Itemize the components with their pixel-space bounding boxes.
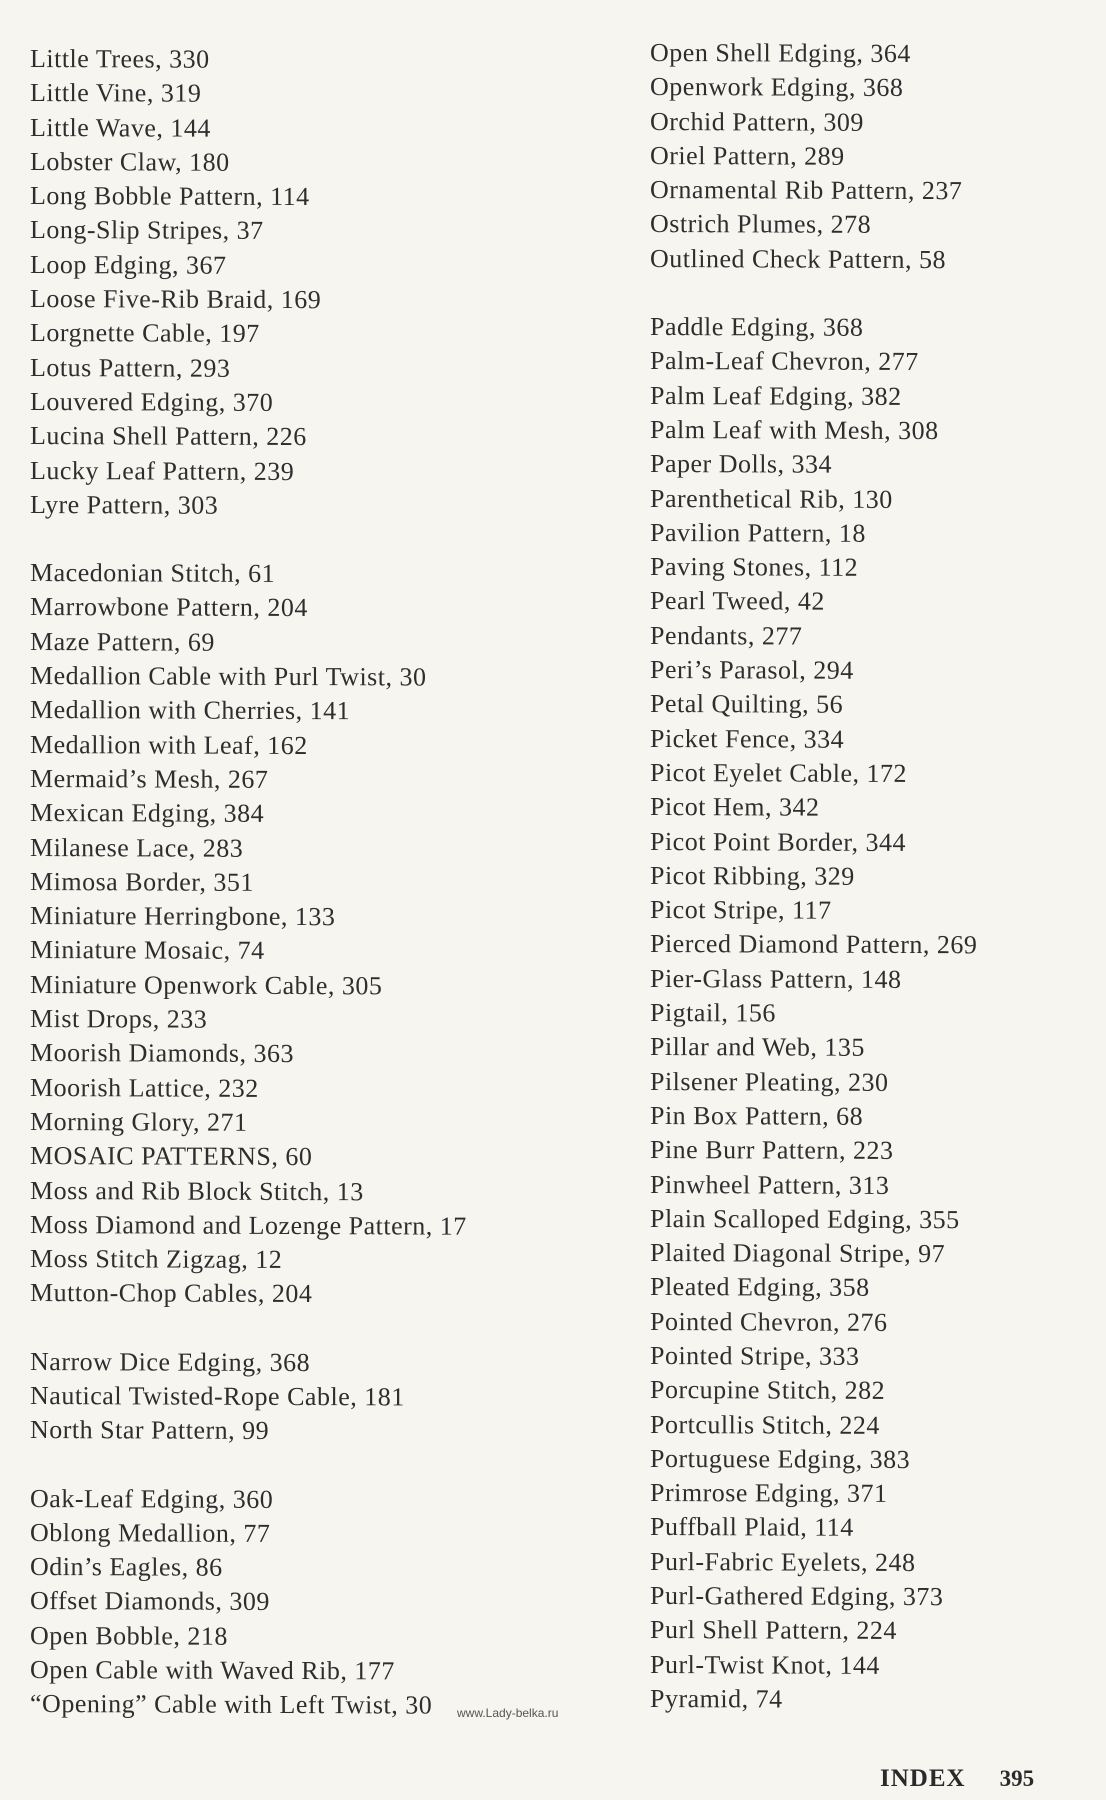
index-group-n — [30, 1345, 550, 1450]
index-entry: Palm Leaf with Mesh, 308 — [650, 414, 939, 446]
index-column-left — [30, 42, 550, 1758]
index-entry: Lobster Claw, 180 — [30, 146, 230, 177]
index-entry: “Opening” Cable with Left Twist, 30 — [30, 1689, 433, 1720]
index-entry: Little Wave, 144 — [30, 112, 211, 143]
index-entry: Little Vine, 319 — [30, 78, 202, 108]
index-entry: Maze Pattern, 69 — [30, 626, 215, 657]
index-entry: Palm-Leaf Chevron, 277 — [650, 346, 919, 377]
index-entry: Macedonian Stitch, 61 — [30, 558, 276, 589]
index-entry: Moorish Diamonds, 363 — [30, 1038, 294, 1069]
page-number: 395 — [999, 1766, 1035, 1791]
index-entry: Pointed Chevron, 276 — [650, 1306, 888, 1337]
index-entry: Medallion with Leaf, 162 — [30, 729, 308, 760]
index-entry: Lucina Shell Pattern, 226 — [30, 421, 307, 452]
index-entry: Loose Five-Rib Braid, 169 — [30, 284, 322, 315]
index-entry: Open Cable with Waved Rib, 177 — [30, 1655, 395, 1686]
index-group-p — [650, 310, 1080, 1718]
index-entry: Pendants, 277 — [650, 620, 803, 651]
index-entry: Open Shell Edging, 364 — [650, 38, 911, 69]
index-entry: Paper Dolls, 334 — [650, 449, 833, 479]
index-group-o-cont — [650, 36, 1080, 278]
index-entry: Ornamental Rib Pattern, 237 — [650, 175, 963, 206]
index-entry: Picot Ribbing, 329 — [650, 860, 855, 891]
index-entry: Nautical Twisted-Rope Cable, 181 — [30, 1380, 405, 1412]
index-entry: Lucky Leaf Pattern, 239 — [30, 455, 295, 486]
index-entry: Miniature Mosaic, 74 — [30, 935, 265, 966]
index-entry: Moss and Rib Block Stitch, 13 — [30, 1175, 364, 1206]
index-entry: Medallion with Cherries, 141 — [30, 695, 351, 726]
index-entry: Oak-Leaf Edging, 360 — [30, 1483, 274, 1514]
index-entry: Pleated Edging, 358 — [650, 1272, 870, 1303]
index-entry: Oriel Pattern, 289 — [650, 140, 845, 171]
index-entry: Pin Box Pattern, 68 — [650, 1100, 864, 1131]
index-entry: Little Trees, 330 — [30, 44, 210, 74]
index-entry: Portcullis Stitch, 224 — [650, 1409, 880, 1440]
index-entry: Pyramid, 74 — [650, 1683, 783, 1714]
index-entry: Pigtail, 156 — [650, 998, 776, 1028]
index-entry: Offset Diamonds, 309 — [30, 1586, 270, 1617]
index-entry: Picket Fence, 334 — [650, 723, 845, 754]
index-entry: Odin’s Eagles, 86 — [30, 1552, 223, 1582]
index-entry: Moss Diamond and Lozenge Pattern, 17 — [30, 1209, 467, 1241]
index-entry: Oblong Medallion, 77 — [30, 1517, 271, 1548]
index-group-o — [30, 1482, 550, 1724]
index-entry: Mutton-Chop Cables, 204 — [30, 1278, 313, 1309]
page-footer — [880, 1765, 1034, 1793]
index-entry: Orchid Pattern, 309 — [650, 106, 864, 137]
index-entry: Morning Glory, 271 — [30, 1106, 248, 1137]
index-entry: Paving Stones, 112 — [650, 552, 859, 582]
index-entry: Long-Slip Stripes, 37 — [30, 215, 264, 246]
footer-index-label: INDEX — [880, 1765, 966, 1792]
index-group-l — [30, 42, 550, 524]
index-entry: Pine Burr Pattern, 223 — [650, 1135, 894, 1166]
index-entry: Pierced Diamond Pattern, 269 — [650, 929, 978, 960]
index-entry: Loop Edging, 367 — [30, 249, 227, 280]
index-entry: Pavilion Pattern, 18 — [650, 517, 866, 548]
index-entry: Miniature Herringbone, 133 — [30, 901, 336, 932]
index-group-m — [30, 556, 550, 1313]
index-entry: Paddle Edging, 368 — [650, 312, 864, 342]
watermark-text: www.Lady-belka.ru — [457, 1706, 559, 1720]
index-entry: Porcupine Stitch, 282 — [650, 1375, 886, 1406]
index-entry: Picot Stripe, 117 — [650, 895, 832, 925]
index-entry: Portuguese Edging, 383 — [650, 1443, 911, 1474]
index-entry: Primrose Edging, 371 — [650, 1478, 888, 1509]
index-entry: Ostrich Plumes, 278 — [650, 209, 872, 240]
index-entry: Purl-Fabric Eyelets, 248 — [650, 1546, 916, 1577]
index-entry: Pilsener Pleating, 230 — [650, 1066, 889, 1097]
index-entry: Milanese Lace, 283 — [30, 832, 244, 863]
index-column-right — [650, 36, 1080, 1752]
index-entry: Moss Stitch Zigzag, 12 — [30, 1244, 283, 1275]
index-entry: Lyre Pattern, 303 — [30, 489, 219, 520]
index-entry: North Star Pattern, 99 — [30, 1415, 270, 1446]
index-entry: Mist Drops, 233 — [30, 1004, 208, 1034]
index-entry: Peri’s Parasol, 294 — [650, 655, 854, 685]
index-entry: Lotus Pattern, 293 — [30, 352, 231, 383]
index-entry: Open Bobble, 218 — [30, 1620, 228, 1651]
index-entry: Pier-Glass Pattern, 148 — [650, 963, 902, 994]
index-entry: MOSAIC PATTERNS, 60 — [30, 1141, 313, 1172]
index-entry: Louvered Edging, 370 — [30, 386, 274, 417]
index-entry: Pointed Stripe, 333 — [650, 1340, 860, 1371]
index-entry: Parenthetical Rib, 130 — [650, 483, 893, 514]
index-entry: Marrowbone Pattern, 204 — [30, 592, 308, 623]
index-entry: Purl-Gathered Edging, 373 — [650, 1581, 944, 1612]
index-entry: Purl-Twist Knot, 144 — [650, 1649, 880, 1680]
index-entry: Mexican Edging, 384 — [30, 798, 265, 829]
index-entry: Mermaid’s Mesh, 267 — [30, 763, 269, 794]
index-entry: Petal Quilting, 56 — [650, 689, 844, 720]
index-entry: Purl Shell Pattern, 224 — [650, 1615, 897, 1646]
index-entry: Pinwheel Pattern, 313 — [650, 1169, 890, 1200]
index-entry: Pearl Tweed, 42 — [650, 586, 825, 617]
index-entry: Puffball Plaid, 114 — [650, 1512, 854, 1543]
index-entry: Miniature Openwork Cable, 305 — [30, 969, 383, 1001]
index-entry: Plain Scalloped Edging, 355 — [650, 1203, 960, 1234]
index-entry: Pillar and Web, 135 — [650, 1032, 865, 1063]
index-entry: Mimosa Border, 351 — [30, 866, 254, 897]
index-entry: Palm Leaf Edging, 382 — [650, 380, 902, 411]
index-entry: Lorgnette Cable, 197 — [30, 318, 260, 349]
index-entry: Narrow Dice Edging, 368 — [30, 1346, 311, 1377]
index-entry: Picot Eyelet Cable, 172 — [650, 757, 908, 788]
index-entry: Picot Point Border, 344 — [650, 826, 907, 857]
index-entry: Moorish Lattice, 232 — [30, 1072, 259, 1103]
index-entry: Outlined Check Pattern, 58 — [650, 243, 947, 274]
index-entry: Long Bobble Pattern, 114 — [30, 181, 310, 212]
index-entry: Openwork Edging, 368 — [650, 72, 904, 103]
index-entry: Picot Hem, 342 — [650, 792, 820, 822]
index-entry: Plaited Diagonal Stripe, 97 — [650, 1238, 946, 1269]
index-entry: Medallion Cable with Purl Twist, 30 — [30, 661, 427, 692]
